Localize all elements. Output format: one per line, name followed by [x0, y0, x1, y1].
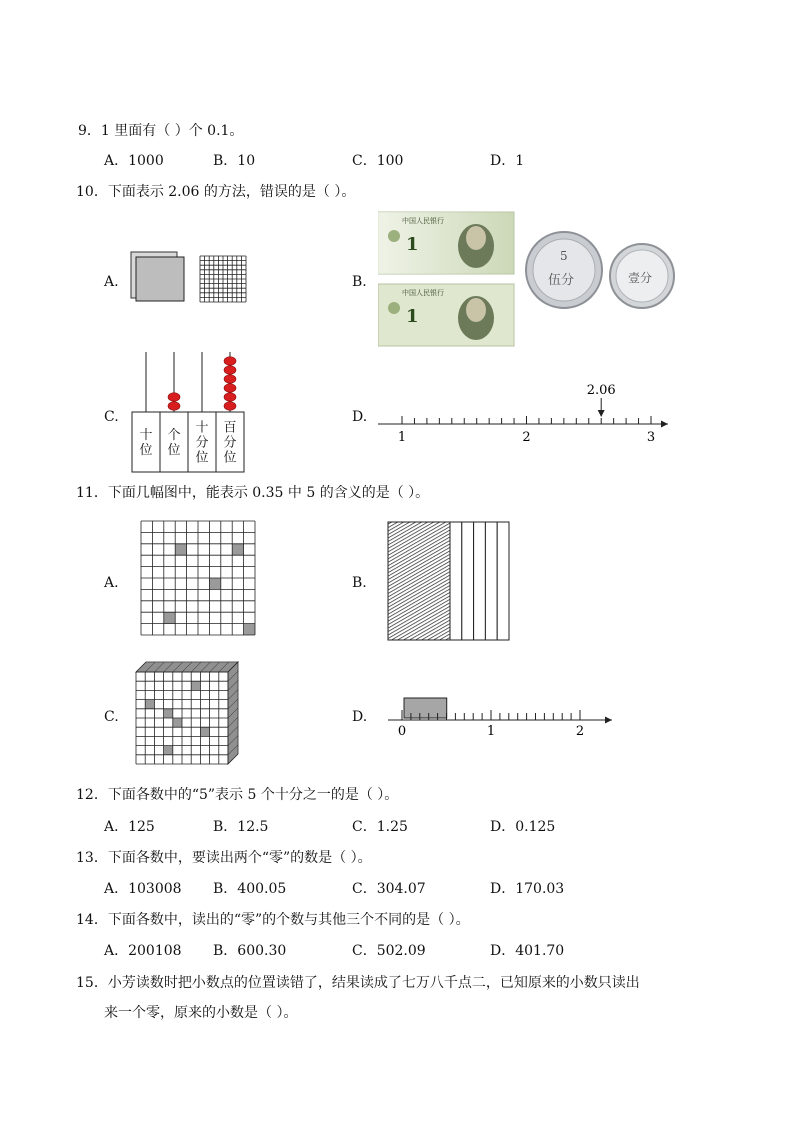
q10-figure-c-abacus	[128, 350, 248, 476]
shaded-cell	[164, 746, 173, 755]
q9-option-a: A．1000	[104, 153, 164, 169]
q13-option-b: B．400.05	[213, 881, 287, 897]
q11-figure-d-numberline	[386, 690, 626, 740]
numberline-arrow	[605, 717, 612, 724]
abacus-column-label: 位	[195, 450, 209, 466]
shaded-cell	[232, 544, 243, 555]
q11-figure-a-grid	[138, 518, 258, 644]
abacus-bead	[168, 393, 180, 402]
q12-option-a: A．125	[104, 819, 155, 835]
shaded-cell	[145, 700, 154, 709]
q14-option-b: B．600.30	[213, 943, 287, 959]
banknote-value: 1	[406, 234, 419, 255]
question-15-stem-line2: 来一个零，原来的小数是（ ）。	[104, 1005, 298, 1021]
abacus-bead	[168, 402, 180, 411]
q10-figure-b-money	[378, 210, 678, 350]
abacus-column-label: 十	[195, 420, 209, 436]
q9-option-b: B．10	[213, 153, 256, 169]
q11-label-c: C.	[104, 709, 119, 725]
q12-option-d: D．0.125	[490, 819, 556, 835]
abacus-bead	[224, 402, 236, 411]
one-yuan-banknote-2	[378, 284, 514, 346]
svg-text:1: 1	[406, 306, 419, 327]
shaded-cell	[164, 612, 175, 623]
question-14-stem: 14．下面各数中，读出的“零”的个数与其他三个不同的是（ ）。	[76, 912, 470, 928]
shaded-cell	[209, 578, 220, 589]
abacus-bead	[224, 393, 236, 402]
numberline-tick-label: 2	[575, 724, 585, 739]
q11-label-a: A.	[104, 575, 119, 591]
question-11-stem: 11．下面几幅图中，能表示 0.35 中 5 的含义的是（ ）。	[76, 485, 430, 501]
q11-label-d: D.	[352, 709, 368, 725]
q9-option-d: D．1	[490, 153, 525, 169]
abacus-bead	[224, 375, 236, 384]
hundred-grid	[200, 256, 246, 302]
strip	[474, 522, 486, 640]
question-15-stem-line1: 15．小芳读数时把小数点的位置读错了，结果读成了七万八千点二，已知原来的小数只读出	[76, 975, 640, 991]
q12-option-c: C．1.25	[352, 819, 408, 835]
q14-option-c: C．502.09	[352, 943, 426, 959]
q14-option-a: A．200108	[104, 943, 182, 959]
shaded-cell	[244, 624, 255, 635]
abacus-column-label: 分	[195, 435, 209, 451]
numberline-marker-label: 2.06	[586, 383, 616, 398]
abacus-column-label: 十	[139, 428, 153, 443]
q11-figure-b-strips	[386, 518, 516, 644]
q13-option-c: C．304.07	[352, 881, 426, 897]
q11-figure-c-cube	[134, 660, 254, 772]
question-12-stem: 12．下面各数中的“5”表示 5 个十分之一的是（ ）。	[76, 787, 399, 803]
strip	[497, 522, 509, 640]
svg-text:中国人民银行: 中国人民银行	[402, 289, 444, 297]
abacus-column-label: 个	[167, 428, 181, 443]
numberline-tick-label: 1	[486, 724, 496, 739]
abacus-column-label: 位	[167, 443, 181, 458]
abacus-column-label: 位	[223, 450, 237, 466]
svg-text:壹分: 壹分	[628, 271, 653, 285]
numberline-arrow	[661, 421, 668, 428]
banknote-header: 中国人民银行	[402, 217, 444, 225]
q14-option-d: D．401.70	[490, 943, 565, 959]
q11-label-b: B.	[352, 575, 367, 591]
shaded-cell	[173, 718, 182, 727]
abacus-column-label: 位	[139, 443, 153, 458]
q10-figure-a-squares	[128, 250, 252, 306]
q12-option-b: B．12.5	[213, 819, 269, 835]
one-fen-coin	[610, 244, 674, 308]
question-10-stem: 10．下面表示 2.06 的方法，错误的是（ ）。	[76, 184, 356, 200]
question-13-stem: 13．下面各数中，要读出两个“零”的数是（ ）。	[76, 850, 372, 866]
numberline-tick-label: 3	[646, 430, 656, 445]
one-yuan-banknote	[378, 212, 514, 274]
q13-option-a: A．103008	[104, 881, 182, 897]
svg-text:5: 5	[560, 249, 568, 263]
shaded-cell	[200, 727, 209, 736]
five-fen-coin	[526, 232, 602, 308]
numberline-tick-label: 0	[397, 724, 407, 739]
abacus-column-label: 百	[223, 420, 237, 436]
shaded-cell	[175, 544, 186, 555]
strip	[450, 522, 462, 640]
abacus-bead	[224, 357, 236, 366]
svg-text:伍分: 伍分	[548, 273, 575, 288]
abacus-bead	[224, 366, 236, 375]
abacus-column-label: 分	[223, 435, 237, 451]
strip	[462, 522, 474, 640]
q10-figure-d-numberline	[376, 380, 676, 450]
shaded-cell	[191, 681, 200, 690]
numberline-tick-label: 2	[522, 430, 531, 445]
marker-arrow-head	[598, 410, 605, 417]
q13-option-d: D．170.03	[490, 881, 565, 897]
q10-label-b: B.	[352, 274, 367, 290]
question-9-stem: 9．1 里面有（ ）个 0.1。	[78, 123, 244, 139]
q10-label-d: D.	[352, 409, 368, 425]
strip	[485, 522, 497, 640]
abacus-bead	[224, 384, 236, 393]
q9-option-c: C．100	[352, 153, 404, 169]
shaded-cell	[164, 709, 173, 718]
numberline-tick-label: 1	[397, 430, 407, 445]
q10-label-c: C.	[104, 409, 119, 425]
q10-label-a: A.	[104, 274, 119, 290]
